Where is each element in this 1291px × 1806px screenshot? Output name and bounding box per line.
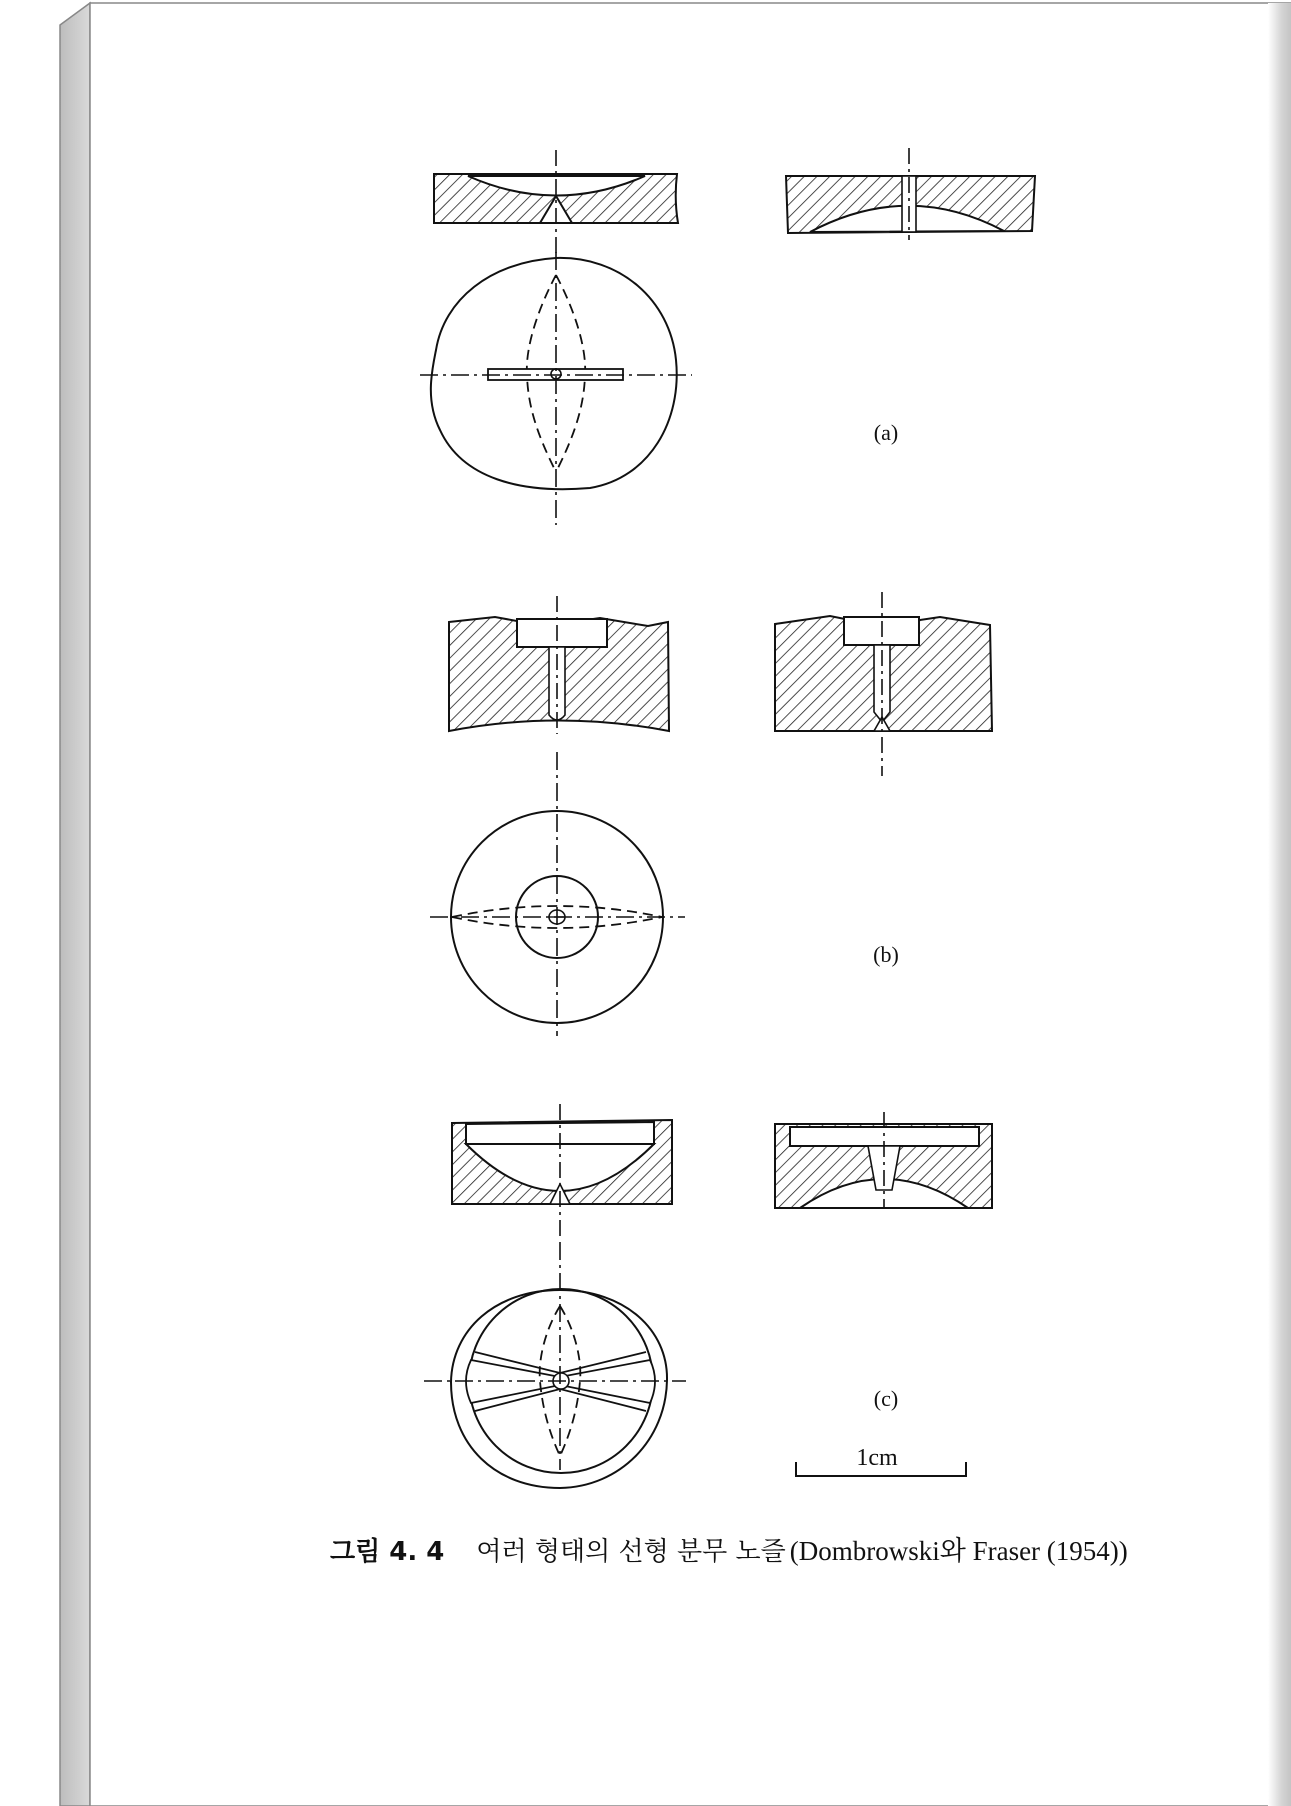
scale-bar-label: 1cm xyxy=(856,1445,898,1471)
panel-c-section-right xyxy=(775,1112,992,1208)
figure-title-korean: 여러 형태의 선형 분무 노즐 xyxy=(476,1537,786,1567)
panel-b-label: (b) xyxy=(873,942,899,967)
panel-a-label: (a) xyxy=(873,420,899,445)
figure-number: 그림 4. 4 xyxy=(330,1537,445,1567)
figure-citation: (Dombrowski와 Fraser (1954)) xyxy=(789,1536,1128,1566)
panel-c-label: (c) xyxy=(873,1386,899,1411)
